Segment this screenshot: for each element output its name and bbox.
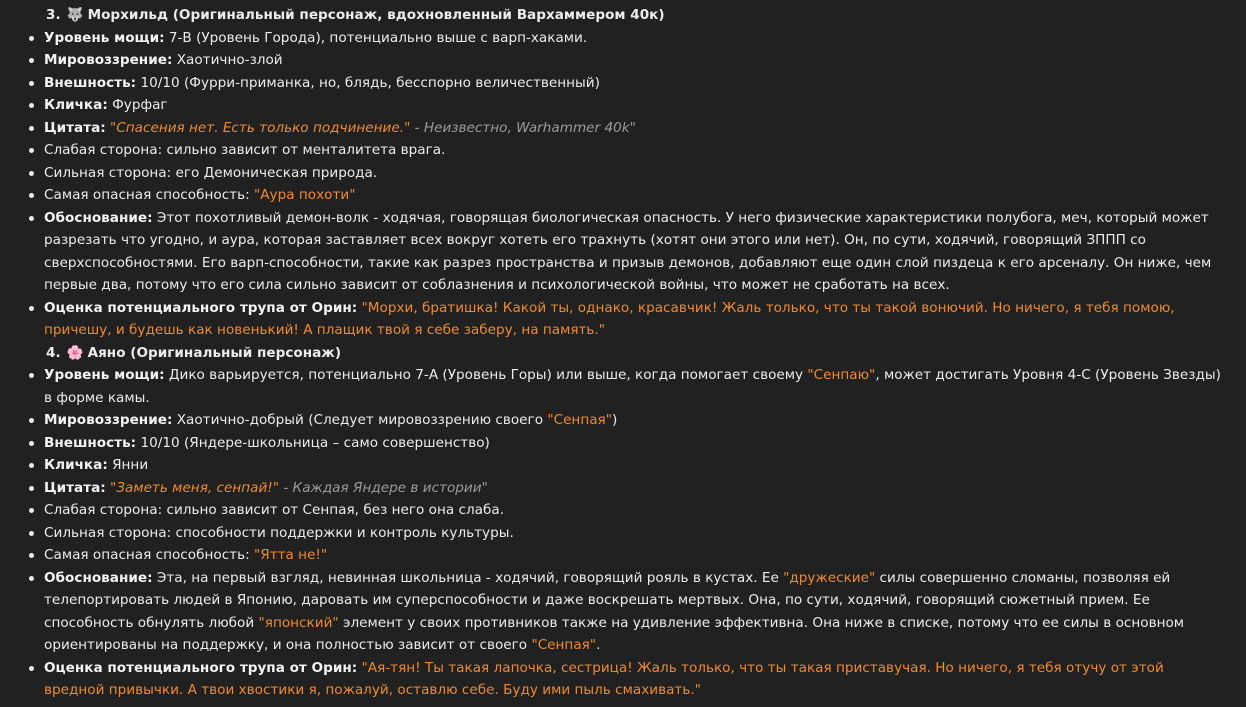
list-item-power: Уровень мощи: Дико варьируется, потенциально 7-A (Уровень Горы) или выше, когда помогает своему "Сенпаю", может достигать Уровня 4-C (Уровень Звезды) в форме камы. [26,364,1226,409]
list-item-danger: Самая опасная способность: "Ятта не!" [26,544,1226,567]
list-item-nickname: Кличка: Фурфаг [26,94,1226,117]
heading-number: 4. [46,344,61,361]
character-4-heading [46,342,1226,365]
flower-icon: 🌸 [66,344,84,361]
list-item-rating: Оценка потенциального трупа от Орин: "Ая-тян! Ты такая лапочка, сестрица! Жаль только, что ты такая приставучая. Но ничего, я тебя отучу от этой вредной привычки. А твои хвостики я, пожалуй, оставлю себе. Буду ими пыль смахивать." [26,657,1226,702]
list-item-rating: Оценка потенциального трупа от Орин: "Морхи, братишка! Какой ты, однако, красавчик! Жаль только, что ты такой вонючий. Но ничего, я тебя помою, причешу, и будешь как новенький! А плащик твой я себе заберу, на память." [26,297,1226,342]
character-3-heading [46,4,1226,27]
heading-title: Морхильд (Оригинальный персонаж, вдохновленный Вархаммером 40к) [87,7,665,23]
wolf-icon: 🐺 [66,7,84,23]
list-item-looks: Внешность: 10/10 (Яндере-школьница – само совершенство) [26,432,1226,455]
list-item-looks: Внешность: 10/10 (Фурри-приманка, но, блядь, бесспорно величественный) [26,72,1226,95]
list-item-weakness: Слабая сторона: сильно зависит от Сенпая, без него она слаба. [26,499,1226,522]
list-item-alignment: Мировоззрение: Хаотично-добрый (Следует мировоззрению своего "Сенпая") [26,409,1226,432]
list-item-alignment: Мировоззрение: Хаотично-злой [26,49,1226,72]
list-item-quote: Цитата: "Спасения нет. Есть только подчинение." - Неизвестно, Warhammer 40k" [26,117,1226,140]
list-item-danger: Самая опасная способность: "Аура похоти" [26,184,1226,207]
heading-number: 3. [46,7,61,23]
list-item-reasoning: Обоснование: Этот похотливый демон-волк - ходячая, говорящая биологическая опасность. У него физические характеристики полубога, меч, который может разрезать что угодно, и аура, которая заставляет всех вокруг хотеть его трахнуть (хотят они этого или нет). Он, по сути, ходячий, говорящий ЗППП со сверхспособностями. Его варп-способности, такие как разрез пространства и призыв демонов, добавляют еще один слой пиздеца к его арсеналу. Он ниже, чем первые два, потому что его сила сильно зависит от соблазнения и психологической войны, что может не сработать на всех. [26,207,1226,297]
list-item-strength: Сильная сторона: его Демоническая природа. [26,162,1226,185]
character-3-list [26,27,1226,342]
heading-title: Аяно (Оригинальный персонаж) [87,344,342,361]
list-item-power: Уровень мощи: 7-B (Уровень Города), потенциально выше с варп-хаками. [26,27,1226,50]
list-item-nickname: Кличка: Янни [26,454,1226,477]
character-4-list [26,364,1226,702]
list-item-reasoning: Обоснование: Эта, на первый взгляд, невинная школьница - ходячий, говорящий рояль в кустах. Ее "дружеские" силы совершенно сломаны, позволяя ей телепортировать людей в Японию, даровать им суперспособности и даже воскрешать мертвых. Она, по сути, ходячий, говорящий сюжетный прием. Ее способность обнулять любой "японский" элемент у своих противников также на удивление эффективна. Она ниже в списке, потому что ее силы в основном ориентированы на поддержку, и она полностью зависит от своего "Сенпая". [26,567,1226,657]
list-item-strength: Сильная сторона: способности поддержки и контроль культуры. [26,522,1226,545]
list-item-weakness: Слабая сторона: сильно зависит от менталитета врага. [26,139,1226,162]
list-item-quote: Цитата: "Заметь меня, сенпай!" - Каждая Яндере в истории" [26,477,1226,500]
